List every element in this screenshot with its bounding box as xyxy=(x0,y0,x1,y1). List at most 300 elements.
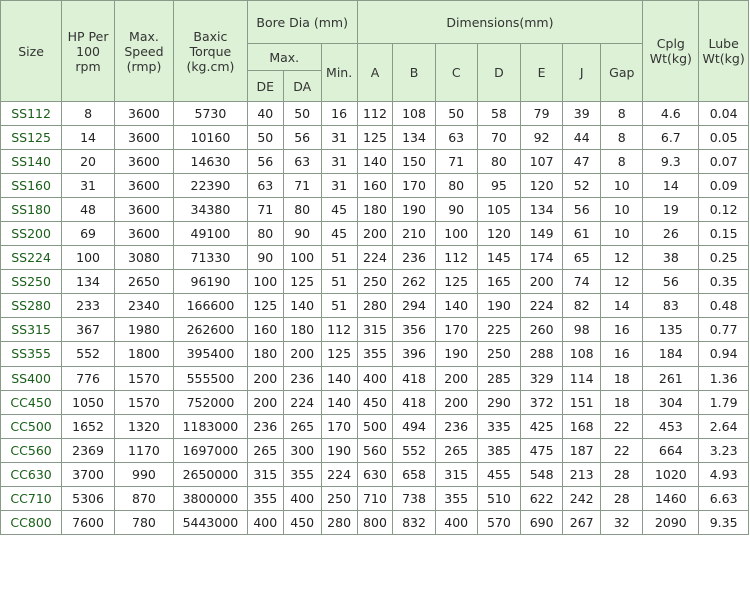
table-row xyxy=(1,222,749,246)
table-cell: 134 xyxy=(393,126,435,150)
table-cell: 120 xyxy=(477,222,520,246)
table-cell: 8 xyxy=(601,150,643,174)
table-cell: 100 xyxy=(435,222,477,246)
table-cell: 20 xyxy=(62,150,115,174)
table-cell: 79 xyxy=(521,102,563,126)
table-cell: 9.35 xyxy=(699,510,749,534)
table-cell: 690 xyxy=(521,510,563,534)
table-cell: 200 xyxy=(357,222,393,246)
table-cell: 51 xyxy=(321,270,357,294)
table-cell: 170 xyxy=(393,174,435,198)
table-cell: 200 xyxy=(435,366,477,390)
table-cell: 184 xyxy=(643,342,699,366)
table-cell: 261 xyxy=(643,366,699,390)
table-cell: 2650 xyxy=(114,270,173,294)
table-cell: 355 xyxy=(283,462,321,486)
table-cell: 300 xyxy=(283,438,321,462)
table-cell: 92 xyxy=(521,126,563,150)
table-cell: 1170 xyxy=(114,438,173,462)
table-cell: 58 xyxy=(477,102,520,126)
table-cell: 200 xyxy=(521,270,563,294)
table-cell: 52 xyxy=(563,174,601,198)
table-cell: 190 xyxy=(477,294,520,318)
table-cell: 265 xyxy=(435,438,477,462)
header-bore-dia: Bore Dia (mm) xyxy=(247,1,357,44)
table-cell: 265 xyxy=(283,414,321,438)
table-cell: 335 xyxy=(477,414,520,438)
table-cell: 3600 xyxy=(114,102,173,126)
table-cell: 1320 xyxy=(114,414,173,438)
table-cell: 658 xyxy=(393,462,435,486)
table-row xyxy=(1,462,749,486)
header-bore-da: DA xyxy=(283,71,321,102)
table-row xyxy=(1,246,749,270)
table-cell: 180 xyxy=(283,318,321,342)
table-cell: 65 xyxy=(563,246,601,270)
table-cell: 385 xyxy=(477,438,520,462)
table-cell: 98 xyxy=(563,318,601,342)
table-cell: 190 xyxy=(393,198,435,222)
table-cell: 2090 xyxy=(643,510,699,534)
table-cell: 61 xyxy=(563,222,601,246)
table-cell: 0.07 xyxy=(699,150,749,174)
table-cell: 395400 xyxy=(174,342,248,366)
table-cell: 990 xyxy=(114,462,173,486)
size-cell: SS224 xyxy=(1,246,62,270)
table-cell: 168 xyxy=(563,414,601,438)
header-lube-weight: Lube Wt(kg) xyxy=(699,1,749,102)
table-cell: 0.09 xyxy=(699,174,749,198)
table-cell: 49100 xyxy=(174,222,248,246)
table-cell: 262 xyxy=(393,270,435,294)
table-cell: 166600 xyxy=(174,294,248,318)
table-cell: 125 xyxy=(247,294,283,318)
table-cell: 48 xyxy=(62,198,115,222)
table-cell: 372 xyxy=(521,390,563,414)
size-cell: SS140 xyxy=(1,150,62,174)
table-cell: 47 xyxy=(563,150,601,174)
table-row xyxy=(1,414,749,438)
table-cell: 356 xyxy=(393,318,435,342)
table-cell: 187 xyxy=(563,438,601,462)
table-cell: 0.15 xyxy=(699,222,749,246)
table-cell: 120 xyxy=(521,174,563,198)
table-cell: 140 xyxy=(283,294,321,318)
table-cell: 100 xyxy=(62,246,115,270)
size-cell: SS125 xyxy=(1,126,62,150)
table-cell: 262600 xyxy=(174,318,248,342)
table-cell: 90 xyxy=(283,222,321,246)
table-cell: 800 xyxy=(357,510,393,534)
table-cell: 16 xyxy=(601,318,643,342)
header-gap: Gap xyxy=(601,44,643,102)
table-cell: 7600 xyxy=(62,510,115,534)
size-cell: SS315 xyxy=(1,318,62,342)
table-cell: 664 xyxy=(643,438,699,462)
table-cell: 450 xyxy=(357,390,393,414)
table-cell: 165 xyxy=(477,270,520,294)
table-cell: 125 xyxy=(321,342,357,366)
table-cell: 140 xyxy=(357,150,393,174)
table-cell: 31 xyxy=(62,174,115,198)
table-cell: 83 xyxy=(643,294,699,318)
header-cplg-weight: Cplg Wt(kg) xyxy=(643,1,699,102)
header-dim-c: C xyxy=(435,44,477,102)
table-cell: 18 xyxy=(601,390,643,414)
table-cell: 200 xyxy=(435,390,477,414)
table-cell: 50 xyxy=(435,102,477,126)
table-cell: 114 xyxy=(563,366,601,390)
table-cell: 170 xyxy=(435,318,477,342)
size-cell: CC560 xyxy=(1,438,62,462)
header-dim-j: J xyxy=(563,44,601,102)
table-cell: 22 xyxy=(601,414,643,438)
table-row xyxy=(1,510,749,534)
header-hp: HP Per 100 rpm xyxy=(62,1,115,102)
table-cell: 28 xyxy=(601,462,643,486)
table-cell: 1570 xyxy=(114,366,173,390)
table-cell: 26 xyxy=(643,222,699,246)
table-cell: 0.12 xyxy=(699,198,749,222)
table-cell: 135 xyxy=(643,318,699,342)
table-cell: 180 xyxy=(357,198,393,222)
table-cell: 6.7 xyxy=(643,126,699,150)
table-cell: 140 xyxy=(321,366,357,390)
table-cell: 125 xyxy=(357,126,393,150)
table-cell: 145 xyxy=(477,246,520,270)
table-cell: 149 xyxy=(521,222,563,246)
table-body xyxy=(1,102,749,535)
table-cell: 280 xyxy=(357,294,393,318)
table-cell: 418 xyxy=(393,366,435,390)
table-cell: 2.64 xyxy=(699,414,749,438)
table-cell: 1652 xyxy=(62,414,115,438)
table-cell: 56 xyxy=(563,198,601,222)
table-cell: 0.48 xyxy=(699,294,749,318)
size-cell: SS280 xyxy=(1,294,62,318)
table-row xyxy=(1,318,749,342)
table-cell: 3600 xyxy=(114,150,173,174)
table-cell: 3080 xyxy=(114,246,173,270)
table-cell: 225 xyxy=(477,318,520,342)
table-cell: 170 xyxy=(321,414,357,438)
size-cell: CC800 xyxy=(1,510,62,534)
header-dim-a: A xyxy=(357,44,393,102)
header-dim-d: D xyxy=(477,44,520,102)
table-cell: 250 xyxy=(357,270,393,294)
table-cell: 160 xyxy=(357,174,393,198)
table-cell: 108 xyxy=(393,102,435,126)
table-cell: 236 xyxy=(393,246,435,270)
table-cell: 265 xyxy=(247,438,283,462)
header-bore-max: Max. xyxy=(247,44,321,71)
table-cell: 112 xyxy=(321,318,357,342)
table-cell: 622 xyxy=(521,486,563,510)
table-cell: 5306 xyxy=(62,486,115,510)
table-cell: 2369 xyxy=(62,438,115,462)
table-cell: 125 xyxy=(283,270,321,294)
table-cell: 1697000 xyxy=(174,438,248,462)
table-cell: 180 xyxy=(247,342,283,366)
table-cell: 776 xyxy=(62,366,115,390)
table-row xyxy=(1,150,749,174)
table-cell: 224 xyxy=(521,294,563,318)
size-cell: SS160 xyxy=(1,174,62,198)
table-cell: 285 xyxy=(477,366,520,390)
table-cell: 494 xyxy=(393,414,435,438)
table-cell: 10 xyxy=(601,198,643,222)
table-cell: 329 xyxy=(521,366,563,390)
table-cell: 355 xyxy=(247,486,283,510)
size-cell: CC710 xyxy=(1,486,62,510)
size-cell: SS355 xyxy=(1,342,62,366)
table-cell: 1570 xyxy=(114,390,173,414)
table-cell: 555500 xyxy=(174,366,248,390)
table-cell: 236 xyxy=(247,414,283,438)
table-cell: 315 xyxy=(435,462,477,486)
table-cell: 0.25 xyxy=(699,246,749,270)
table-cell: 1460 xyxy=(643,486,699,510)
table-cell: 200 xyxy=(283,342,321,366)
table-cell: 290 xyxy=(477,390,520,414)
table-cell: 70 xyxy=(477,126,520,150)
table-cell: 100 xyxy=(283,246,321,270)
table-row xyxy=(1,198,749,222)
table-cell: 200 xyxy=(247,390,283,414)
table-cell: 400 xyxy=(283,486,321,510)
table-cell: 31 xyxy=(321,150,357,174)
table-cell: 570 xyxy=(477,510,520,534)
table-cell: 8 xyxy=(601,126,643,150)
table-cell: 50 xyxy=(247,126,283,150)
table-cell: 418 xyxy=(393,390,435,414)
table-row xyxy=(1,486,749,510)
size-cell: SS112 xyxy=(1,102,62,126)
size-cell: SS400 xyxy=(1,366,62,390)
table-row xyxy=(1,270,749,294)
table-cell: 31 xyxy=(321,174,357,198)
table-cell: 108 xyxy=(563,342,601,366)
table-cell: 134 xyxy=(521,198,563,222)
table-cell: 190 xyxy=(321,438,357,462)
table-cell: 38 xyxy=(643,246,699,270)
table-cell: 95 xyxy=(477,174,520,198)
table-cell: 0.04 xyxy=(699,102,749,126)
table-cell: 260 xyxy=(521,318,563,342)
table-cell: 242 xyxy=(563,486,601,510)
table-cell: 112 xyxy=(357,102,393,126)
table-cell: 90 xyxy=(247,246,283,270)
table-cell: 213 xyxy=(563,462,601,486)
table-cell: 34380 xyxy=(174,198,248,222)
table-cell: 71330 xyxy=(174,246,248,270)
table-cell: 45 xyxy=(321,222,357,246)
table-cell: 71 xyxy=(283,174,321,198)
table-cell: 224 xyxy=(283,390,321,414)
table-cell: 5443000 xyxy=(174,510,248,534)
table-cell: 780 xyxy=(114,510,173,534)
table-cell: 355 xyxy=(435,486,477,510)
table-cell: 63 xyxy=(283,150,321,174)
table-cell: 3.23 xyxy=(699,438,749,462)
table-cell: 1183000 xyxy=(174,414,248,438)
table-cell: 236 xyxy=(283,366,321,390)
table-cell: 738 xyxy=(393,486,435,510)
table-cell: 174 xyxy=(521,246,563,270)
table-cell: 69 xyxy=(62,222,115,246)
table-cell: 1.79 xyxy=(699,390,749,414)
size-cell: CC500 xyxy=(1,414,62,438)
table-cell: 1.36 xyxy=(699,366,749,390)
table-cell: 455 xyxy=(477,462,520,486)
table-cell: 752000 xyxy=(174,390,248,414)
table-cell: 28 xyxy=(601,486,643,510)
table-cell: 4.6 xyxy=(643,102,699,126)
table-cell: 450 xyxy=(283,510,321,534)
table-cell: 45 xyxy=(321,198,357,222)
table-cell: 224 xyxy=(321,462,357,486)
table-cell: 80 xyxy=(247,222,283,246)
table-cell: 134 xyxy=(62,270,115,294)
table-cell: 14 xyxy=(601,294,643,318)
table-cell: 630 xyxy=(357,462,393,486)
header-basic-torque: Baxic Torque (kg.cm) xyxy=(174,1,248,102)
table-row xyxy=(1,342,749,366)
table-cell: 50 xyxy=(283,102,321,126)
table-cell: 367 xyxy=(62,318,115,342)
table-cell: 224 xyxy=(357,246,393,270)
header-dim-b: B xyxy=(393,44,435,102)
table-cell: 1980 xyxy=(114,318,173,342)
table-cell: 112 xyxy=(435,246,477,270)
size-cell: CC630 xyxy=(1,462,62,486)
table-cell: 250 xyxy=(477,342,520,366)
table-cell: 2340 xyxy=(114,294,173,318)
table-row xyxy=(1,102,749,126)
table-cell: 63 xyxy=(247,174,283,198)
table-cell: 425 xyxy=(521,414,563,438)
table-cell: 14630 xyxy=(174,150,248,174)
table-cell: 233 xyxy=(62,294,115,318)
table-cell: 16 xyxy=(601,342,643,366)
table-cell: 74 xyxy=(563,270,601,294)
table-cell: 51 xyxy=(321,294,357,318)
table-cell: 10 xyxy=(601,174,643,198)
size-cell: SS200 xyxy=(1,222,62,246)
table-cell: 870 xyxy=(114,486,173,510)
table-cell: 1800 xyxy=(114,342,173,366)
table-cell: 71 xyxy=(435,150,477,174)
table-cell: 32 xyxy=(601,510,643,534)
table-cell: 190 xyxy=(435,342,477,366)
table-cell: 355 xyxy=(357,342,393,366)
table-cell: 125 xyxy=(435,270,477,294)
table-cell: 400 xyxy=(435,510,477,534)
table-cell: 140 xyxy=(321,390,357,414)
table-cell: 552 xyxy=(62,342,115,366)
table-cell: 12 xyxy=(601,246,643,270)
table-cell: 200 xyxy=(247,366,283,390)
table-cell: 3600 xyxy=(114,198,173,222)
table-cell: 31 xyxy=(321,126,357,150)
table-row xyxy=(1,366,749,390)
header-bore-de: DE xyxy=(247,71,283,102)
table-cell: 315 xyxy=(247,462,283,486)
table-cell: 1020 xyxy=(643,462,699,486)
table-cell: 40 xyxy=(247,102,283,126)
table-cell: 14 xyxy=(62,126,115,150)
table-cell: 56 xyxy=(283,126,321,150)
table-cell: 22 xyxy=(601,438,643,462)
table-cell: 267 xyxy=(563,510,601,534)
table-cell: 500 xyxy=(357,414,393,438)
table-cell: 250 xyxy=(321,486,357,510)
table-cell: 56 xyxy=(643,270,699,294)
table-cell: 510 xyxy=(477,486,520,510)
size-cell: CC450 xyxy=(1,390,62,414)
table-cell: 18 xyxy=(601,366,643,390)
table-cell: 304 xyxy=(643,390,699,414)
table-cell: 12 xyxy=(601,270,643,294)
size-cell: SS180 xyxy=(1,198,62,222)
table-cell: 3600 xyxy=(114,222,173,246)
table-cell: 0.77 xyxy=(699,318,749,342)
table-cell: 280 xyxy=(321,510,357,534)
table-cell: 96190 xyxy=(174,270,248,294)
table-cell: 315 xyxy=(357,318,393,342)
table-cell: 4.93 xyxy=(699,462,749,486)
table-cell: 44 xyxy=(563,126,601,150)
size-cell: SS250 xyxy=(1,270,62,294)
table-row xyxy=(1,126,749,150)
table-row xyxy=(1,294,749,318)
table-cell: 90 xyxy=(435,198,477,222)
table-cell: 294 xyxy=(393,294,435,318)
table-cell: 3800000 xyxy=(174,486,248,510)
table-cell: 151 xyxy=(563,390,601,414)
header-dimensions: Dimensions(mm) xyxy=(357,1,643,44)
table-cell: 3600 xyxy=(114,126,173,150)
table-cell: 0.94 xyxy=(699,342,749,366)
table-cell: 16 xyxy=(321,102,357,126)
table-row xyxy=(1,174,749,198)
table-row xyxy=(1,390,749,414)
table-cell: 236 xyxy=(435,414,477,438)
table-cell: 63 xyxy=(435,126,477,150)
table-cell: 10 xyxy=(601,222,643,246)
table-cell: 288 xyxy=(521,342,563,366)
table-cell: 150 xyxy=(393,150,435,174)
table-cell: 453 xyxy=(643,414,699,438)
header-size: Size xyxy=(1,1,62,102)
table-cell: 710 xyxy=(357,486,393,510)
header-max-speed: Max. Speed (rmp) xyxy=(114,1,173,102)
table-cell: 396 xyxy=(393,342,435,366)
table-cell: 14 xyxy=(643,174,699,198)
table-cell: 2650000 xyxy=(174,462,248,486)
table-cell: 5730 xyxy=(174,102,248,126)
table-cell: 6.63 xyxy=(699,486,749,510)
table-cell: 210 xyxy=(393,222,435,246)
table-cell: 8 xyxy=(601,102,643,126)
table-cell: 19 xyxy=(643,198,699,222)
table-cell: 80 xyxy=(435,174,477,198)
table-cell: 548 xyxy=(521,462,563,486)
table-cell: 22390 xyxy=(174,174,248,198)
table-cell: 71 xyxy=(247,198,283,222)
table-cell: 56 xyxy=(247,150,283,174)
table-cell: 80 xyxy=(283,198,321,222)
